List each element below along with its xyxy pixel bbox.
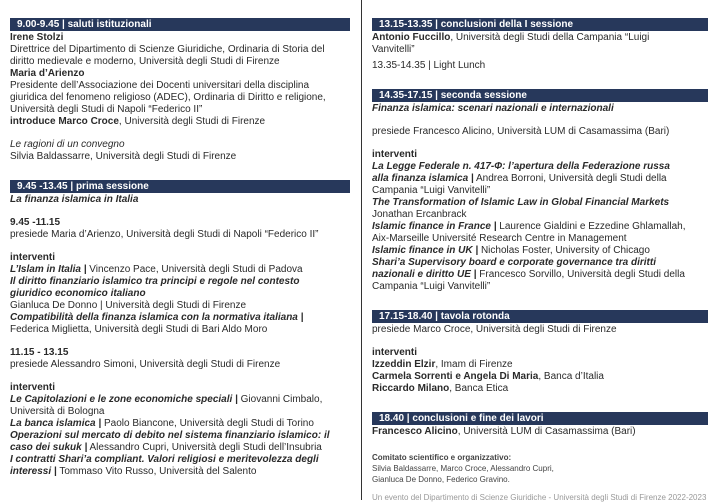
talk-speaker: Università di Bologna bbox=[10, 406, 105, 417]
talk-title: Islamic finance in France | bbox=[372, 221, 497, 232]
panelist bbox=[372, 371, 708, 383]
talk-speaker: Vincenzo Pace, Università degli Studi di Padova bbox=[86, 264, 303, 275]
talk-speaker: Silvia Baldassarre, Università degli Studi di Firenze bbox=[10, 151, 237, 162]
talk-speaker: Aix-Marseille Université Research Centre in Management bbox=[372, 233, 627, 244]
session-subtitle: La finanza islamica in Italia bbox=[10, 194, 139, 205]
talk-item bbox=[372, 269, 708, 281]
committee-title: Comitato scientifico e organizzativo: bbox=[372, 453, 512, 462]
talk-item bbox=[10, 418, 350, 430]
speaker-role: giuridica del fenomeno religioso (ADEC), Ordinaria di Diritto e religione, bbox=[10, 92, 326, 103]
session-subtitle: Finanza islamica: scenari nazionali e internazionali bbox=[372, 103, 614, 114]
footer-note: Un evento del Dipartimento di Scienze Giuridiche - Università degli Studi di Firenze 2022-2023 bbox=[372, 493, 707, 502]
talk-title: caso dei sukuk | bbox=[10, 442, 88, 453]
talk-item bbox=[372, 245, 708, 257]
interventi-label: interventi bbox=[10, 382, 56, 393]
right-column bbox=[372, 0, 708, 504]
column-divider bbox=[361, 0, 362, 500]
panelist-affiliation: , Banca Etica bbox=[449, 383, 509, 394]
talk-speaker: Campania “Luigi Vanvitelli” bbox=[372, 185, 491, 196]
session-chair: presiede Alessandro Simoni, Università degli Studi di Firenze bbox=[10, 359, 281, 370]
talk-title: La banca islamica | bbox=[10, 418, 102, 429]
left-column bbox=[10, 0, 350, 478]
panelist-affiliation: , Banca d’Italia bbox=[538, 371, 604, 382]
talk-title: alla finanza islamica | bbox=[372, 173, 474, 184]
talk-title: Le Capitolazioni e le zone economiche speciali | bbox=[10, 394, 238, 405]
committee-members: Gianluca De Donno, Federico Gravino. bbox=[372, 475, 510, 484]
speaker-role: diritto medievale e moderno, Università degli Studi di Firenze bbox=[10, 56, 280, 67]
speaker-name: Antonio Fuccillo bbox=[372, 32, 451, 43]
panelist-name: Carmela Sorrenti e Angela Di Maria bbox=[372, 371, 539, 382]
talk-speaker: Gianluca De Donno | Università degli Studi di Firenze bbox=[10, 300, 247, 311]
talk-item bbox=[372, 173, 708, 185]
interventi-label: interventi bbox=[372, 149, 418, 160]
talk-title: Operazioni sul mercato di debito nel sistema finanziario islamico: il bbox=[10, 430, 330, 441]
talk-speaker: Nicholas Foster, University of Chicago bbox=[478, 245, 650, 256]
talk-item bbox=[10, 394, 350, 406]
speaker-line bbox=[372, 32, 708, 44]
time-slot: 11.15 - 13.15 bbox=[10, 347, 69, 358]
talk-title: Il diritto finanziario islamico tra principi e regole nel contesto bbox=[10, 276, 300, 287]
panelist bbox=[372, 359, 708, 371]
introducer-affiliation: , Università degli Studi di Firenze bbox=[118, 116, 266, 127]
talk-speaker: Federica Miglietta, Università degli Studi di Bari Aldo Moro bbox=[10, 324, 268, 335]
talk-title: Islamic finance in UK | bbox=[372, 245, 479, 256]
interventi-label: interventi bbox=[10, 252, 56, 263]
speaker-name: Irene Stolzi bbox=[10, 32, 64, 43]
talk-speaker: Campania “Luigi Vanvitelli” bbox=[372, 281, 491, 292]
introducer-name: introduce Marco Croce bbox=[10, 116, 119, 127]
session-chair: presiede Francesco Alicino, Università LUM di Casamassima (Bari) bbox=[372, 126, 670, 137]
talk-title: Shari’a Supervisory board e corporate governance tra diritti bbox=[372, 257, 656, 268]
speaker-affiliation: , Università degli Studi della Campania “Luigi bbox=[450, 32, 650, 43]
time-slot: 9.45 -11.15 bbox=[10, 217, 61, 228]
talk-item bbox=[10, 442, 350, 454]
speaker-role: Presidente dell’Associazione dei Docenti universitari della disciplina bbox=[10, 80, 310, 91]
committee-members: Silvia Baldassarre, Marco Croce, Alessandro Cupri, bbox=[372, 464, 554, 473]
speaker-line bbox=[372, 426, 708, 438]
talk-speaker: Tommaso Vito Russo, Università del Salento bbox=[56, 466, 257, 477]
section-header-tavola-rotonda: 17.15-18.40 | tavola rotonda bbox=[372, 310, 708, 323]
speaker-role: Direttrice del Dipartimento di Scienze Giuridiche, Ordinaria di Storia del bbox=[10, 44, 325, 55]
section-header-conclusioni-finali: 18.40 | conclusioni e fine dei lavori bbox=[372, 412, 708, 425]
section-header-conclusioni-i: 13.15-13.35 | conclusioni della I sessione bbox=[372, 18, 708, 31]
talk-item bbox=[10, 466, 350, 478]
panelist bbox=[372, 383, 708, 395]
speaker-name: Francesco Alicino bbox=[372, 426, 458, 437]
panelist-affiliation: , Imam di Firenze bbox=[435, 359, 513, 370]
session-chair: presiede Marco Croce, Università degli Studi di Firenze bbox=[372, 324, 617, 335]
talk-item bbox=[372, 221, 708, 233]
talk-title: Compatibilità della finanza islamica con la normativa italiana | bbox=[10, 312, 304, 323]
speaker-affiliation: Vanvitelli” bbox=[372, 44, 415, 55]
talk-speaker: Paolo Biancone, Università degli Studi di Torino bbox=[101, 418, 314, 429]
section-header-prima-sessione: 9.45 -13.45 | prima sessione bbox=[10, 180, 350, 193]
talk-title: nazionali e diritto UE | bbox=[372, 269, 477, 280]
speaker-name: Maria d’Arienzo bbox=[10, 68, 85, 79]
introduction bbox=[10, 116, 350, 128]
talk-title: giuridico economico italiano bbox=[10, 288, 146, 299]
lunch-slot: 13.35-14.35 | Light Lunch bbox=[372, 60, 486, 71]
talk-title: L’Islam in Italia | bbox=[10, 264, 87, 275]
section-header-seconda-sessione: 14.35-17.15 | seconda sessione bbox=[372, 89, 708, 102]
talk-item bbox=[10, 264, 350, 276]
talk-speaker: Francesco Sorvillo, Università degli Studi della bbox=[476, 269, 685, 280]
talk-speaker: Alessandro Cupri, Università degli Studi dell’Insubria bbox=[87, 442, 322, 453]
talk-title: La Legge Federale n. 417-Ф: l’apertura della Federazione russa bbox=[372, 161, 670, 172]
talk-title: Le ragioni di un convegno bbox=[10, 139, 125, 150]
talk-title: interessi | bbox=[10, 466, 57, 477]
talk-speaker: Giovanni Cimbalo, bbox=[237, 394, 323, 405]
talk-title: The Transformation of Islamic Law in Global Financial Markets bbox=[372, 197, 670, 208]
speaker-affiliation: , Università LUM di Casamassima (Bari) bbox=[457, 426, 636, 437]
speaker-role: Università degli Studi di Napoli “Federico II” bbox=[10, 104, 203, 115]
section-header-saluti: 9.00-9.45 | saluti istituzionali bbox=[10, 18, 350, 31]
talk-speaker: Jonathan Ercanbrack bbox=[372, 209, 467, 220]
session-chair: presiede Maria d’Arienzo, Università degli Studi di Napoli “Federico II” bbox=[10, 229, 319, 240]
talk-speaker: Andrea Borroni, Università degli Studi della bbox=[473, 173, 667, 184]
talk-speaker: Laurence Gialdini e Ezzedine Ghlamallah, bbox=[496, 221, 686, 232]
talk-title: I contratti Shari’a compliant. Valori religiosi e meritevolezza degli bbox=[10, 454, 319, 465]
panelist-name: Riccardo Milano bbox=[372, 383, 450, 394]
interventi-label: interventi bbox=[372, 347, 418, 358]
panelist-name: Izzeddin Elzir bbox=[372, 359, 436, 370]
